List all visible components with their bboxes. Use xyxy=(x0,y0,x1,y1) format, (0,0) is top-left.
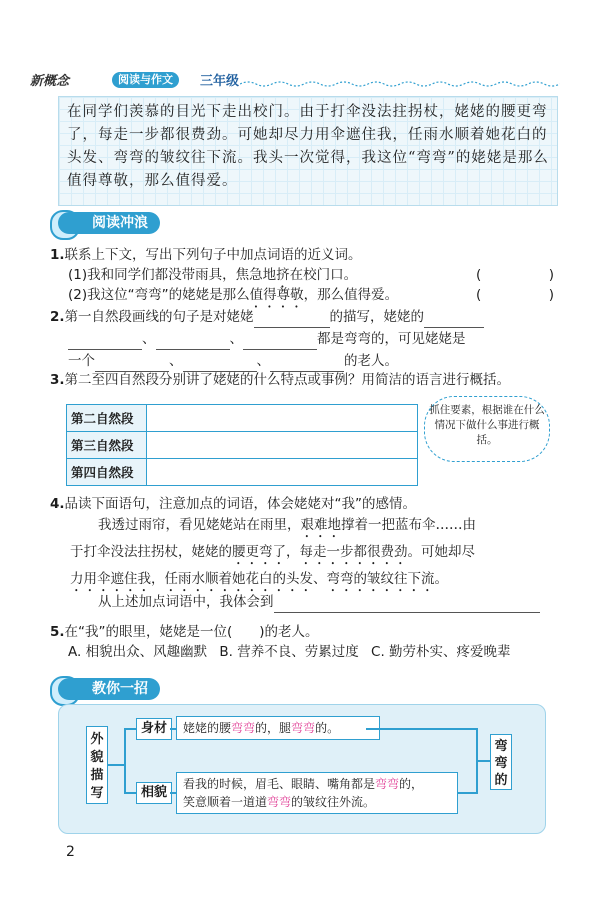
option-a[interactable]: A. 相貌出众、风趣幽默 xyxy=(68,644,208,660)
connector-line xyxy=(366,728,476,730)
quote-line-2 xyxy=(70,539,556,568)
example-text: 姥姥的腰 xyxy=(183,721,232,735)
question-number: 4. xyxy=(50,496,65,512)
example-text: 的皱纹往外流。 xyxy=(291,795,376,809)
connector-line xyxy=(458,792,476,794)
quote-dotted-text: 任雨水顺着她花白的头发、弯弯的皱纹往下流 xyxy=(164,571,435,587)
q4-answer-line xyxy=(98,592,558,613)
quote-text: 撑着一把蓝布伞……由 xyxy=(341,517,476,533)
connector-line xyxy=(124,728,126,794)
answer-cell[interactable] xyxy=(147,432,418,459)
quote-text: ， xyxy=(151,571,165,587)
example-text: 看我的时候，眉毛、眼睛、嘴角都是 xyxy=(183,777,376,791)
example-text: 的，腿 xyxy=(255,721,292,735)
separator: 、 xyxy=(169,353,183,369)
separator: 、 xyxy=(256,353,270,369)
row-label: 第四自然段 xyxy=(67,459,147,486)
highlight-word: 弯弯 xyxy=(291,721,316,735)
branch-box-figure: 身材 xyxy=(136,718,172,740)
quote-dotted-text: 力用伞遮住我 xyxy=(70,571,151,587)
connector-line xyxy=(124,792,136,794)
q1-dotted-word: 值得尊敬 xyxy=(249,287,304,303)
quote-text: 我透过雨帘，看见姥姥站在雨里， xyxy=(98,517,301,533)
answer-blank[interactable] xyxy=(183,351,257,372)
connector-line xyxy=(124,728,136,730)
branch-box-face: 相貌 xyxy=(136,782,172,804)
figure-example xyxy=(176,716,380,740)
answer-blank[interactable] xyxy=(254,307,330,328)
answer-blank[interactable] xyxy=(424,307,484,328)
tip-bubble: 抓住要素，根据谁在什么情况下做什么事进行概括。 xyxy=(424,396,550,462)
quote-line-3 xyxy=(70,566,556,595)
answer-blank[interactable] xyxy=(243,329,317,350)
answer-blank[interactable] xyxy=(68,329,142,350)
passage-box xyxy=(58,96,558,206)
separator: 、 xyxy=(229,331,243,347)
section-title-tips: 教你一招 xyxy=(58,678,160,700)
question-text: 联系上下文，写出下列句子中加点词语的近义词。 xyxy=(64,247,362,263)
q1-item-text: 在校门口。 xyxy=(289,267,358,283)
series-logo: 新概念 xyxy=(30,74,70,89)
question-text: 品读下面语句，注意加点的词语，体会姥姥对“我”的感情。 xyxy=(64,496,417,512)
right-concept-box: 弯弯的 xyxy=(490,734,512,790)
face-example xyxy=(176,772,458,814)
summary-table xyxy=(66,404,418,486)
question-3 xyxy=(50,370,560,390)
question-number: 3. xyxy=(50,372,65,388)
quote-text: 于打伞没法拄拐杖，姥姥的 xyxy=(70,544,232,560)
section-title-reading: 阅读冲浪 xyxy=(58,212,160,234)
quote-text: 。可她却尽 xyxy=(407,544,475,560)
table-row xyxy=(67,459,418,486)
answer-blank[interactable] xyxy=(270,351,344,372)
quote-text: ， xyxy=(286,544,300,560)
question-2-line-3 xyxy=(68,351,558,372)
quote-dotted-text: 每走一步都很费劲 xyxy=(299,544,408,560)
highlight-word: 弯弯 xyxy=(231,721,256,735)
option-b[interactable]: B. 营养不良、劳累过度 xyxy=(219,644,359,660)
question-text: 的老人。 xyxy=(344,353,398,369)
question-4 xyxy=(50,494,560,514)
question-5 xyxy=(50,622,560,642)
highlight-word: 弯弯 xyxy=(267,795,292,809)
question-2-line-1 xyxy=(50,307,560,328)
quote-line-1 xyxy=(70,512,556,541)
connector-line xyxy=(476,760,490,762)
question-text: 第二至四自然段分别讲了姥姥的什么特点或事例？用简洁的语言进行概括。 xyxy=(64,372,511,388)
q1-item-text: (2)我这位“弯弯”的姥姥是那么 xyxy=(68,287,250,303)
q5-options xyxy=(68,642,558,662)
question-1 xyxy=(50,245,550,265)
question-text: 都是弯弯的，可见姥姥是 xyxy=(317,331,466,347)
left-concept-box: 外貌描写 xyxy=(86,726,108,804)
series-title-pill: 阅读与作文 xyxy=(112,72,179,88)
question-number: 5. xyxy=(50,624,65,640)
question-text: 在“我”的眼里，姥姥是一位( )的老人。 xyxy=(64,624,319,640)
question-number: 2. xyxy=(50,309,65,325)
answer-lead: 从上述加点词语中，我体会到 xyxy=(98,594,274,610)
highlight-word: 弯弯 xyxy=(375,777,400,791)
passage-text: 在同学们羡慕的目光下走出校门。由于打伞没法拄拐杖，姥姥的腰更弯了，每走一步都很费劲。可她却尽力用伞遮住我，任雨水顺着她花白的头发、弯弯的皱纹往下流。我头一次觉得，我这位“弯弯”的姥姥是那么值得尊敬，那么值得爱。 xyxy=(67,104,549,189)
question-text: 一个 xyxy=(68,353,95,369)
quote-text: 。 xyxy=(434,571,448,587)
example-text: 笑意顺着一道道 xyxy=(183,795,268,809)
answer-paren[interactable]: ( ) xyxy=(476,287,555,303)
q1-item-text: (1)我和同学们都没带雨具，焦急地 xyxy=(68,267,277,283)
table-row xyxy=(67,432,418,459)
question-text: 的描写，姥姥的 xyxy=(329,309,425,325)
q1-item-text: ，那么值得爱。 xyxy=(303,287,399,303)
example-text: 的。 xyxy=(315,721,340,735)
answer-blank[interactable] xyxy=(156,329,230,350)
row-label: 第二自然段 xyxy=(67,405,147,432)
answer-blank[interactable] xyxy=(274,592,540,613)
option-c[interactable]: C. 勤劳朴实、疼爱晚辈 xyxy=(371,644,511,660)
answer-paren[interactable]: ( ) xyxy=(476,267,555,283)
page-number: 2 xyxy=(66,844,75,860)
answer-blank[interactable] xyxy=(95,351,169,372)
separator: 、 xyxy=(142,331,156,347)
answer-cell[interactable] xyxy=(147,405,418,432)
grade-label: 三年级 xyxy=(200,74,240,89)
answer-cell[interactable] xyxy=(147,459,418,486)
quote-dotted-text: 艰难地 xyxy=(300,517,341,533)
question-number: 1. xyxy=(50,247,65,263)
table-row xyxy=(67,405,418,432)
question-text: 第一自然段画线的句子是对姥姥 xyxy=(64,309,254,325)
header-wave-decoration xyxy=(240,80,560,88)
q1-dotted-word: 挤 xyxy=(276,267,290,283)
quote-dotted-text: 腰更弯了 xyxy=(232,544,286,560)
example-text: 的， xyxy=(399,777,424,791)
question-2-line-2 xyxy=(68,329,558,350)
row-label: 第三自然段 xyxy=(67,432,147,459)
